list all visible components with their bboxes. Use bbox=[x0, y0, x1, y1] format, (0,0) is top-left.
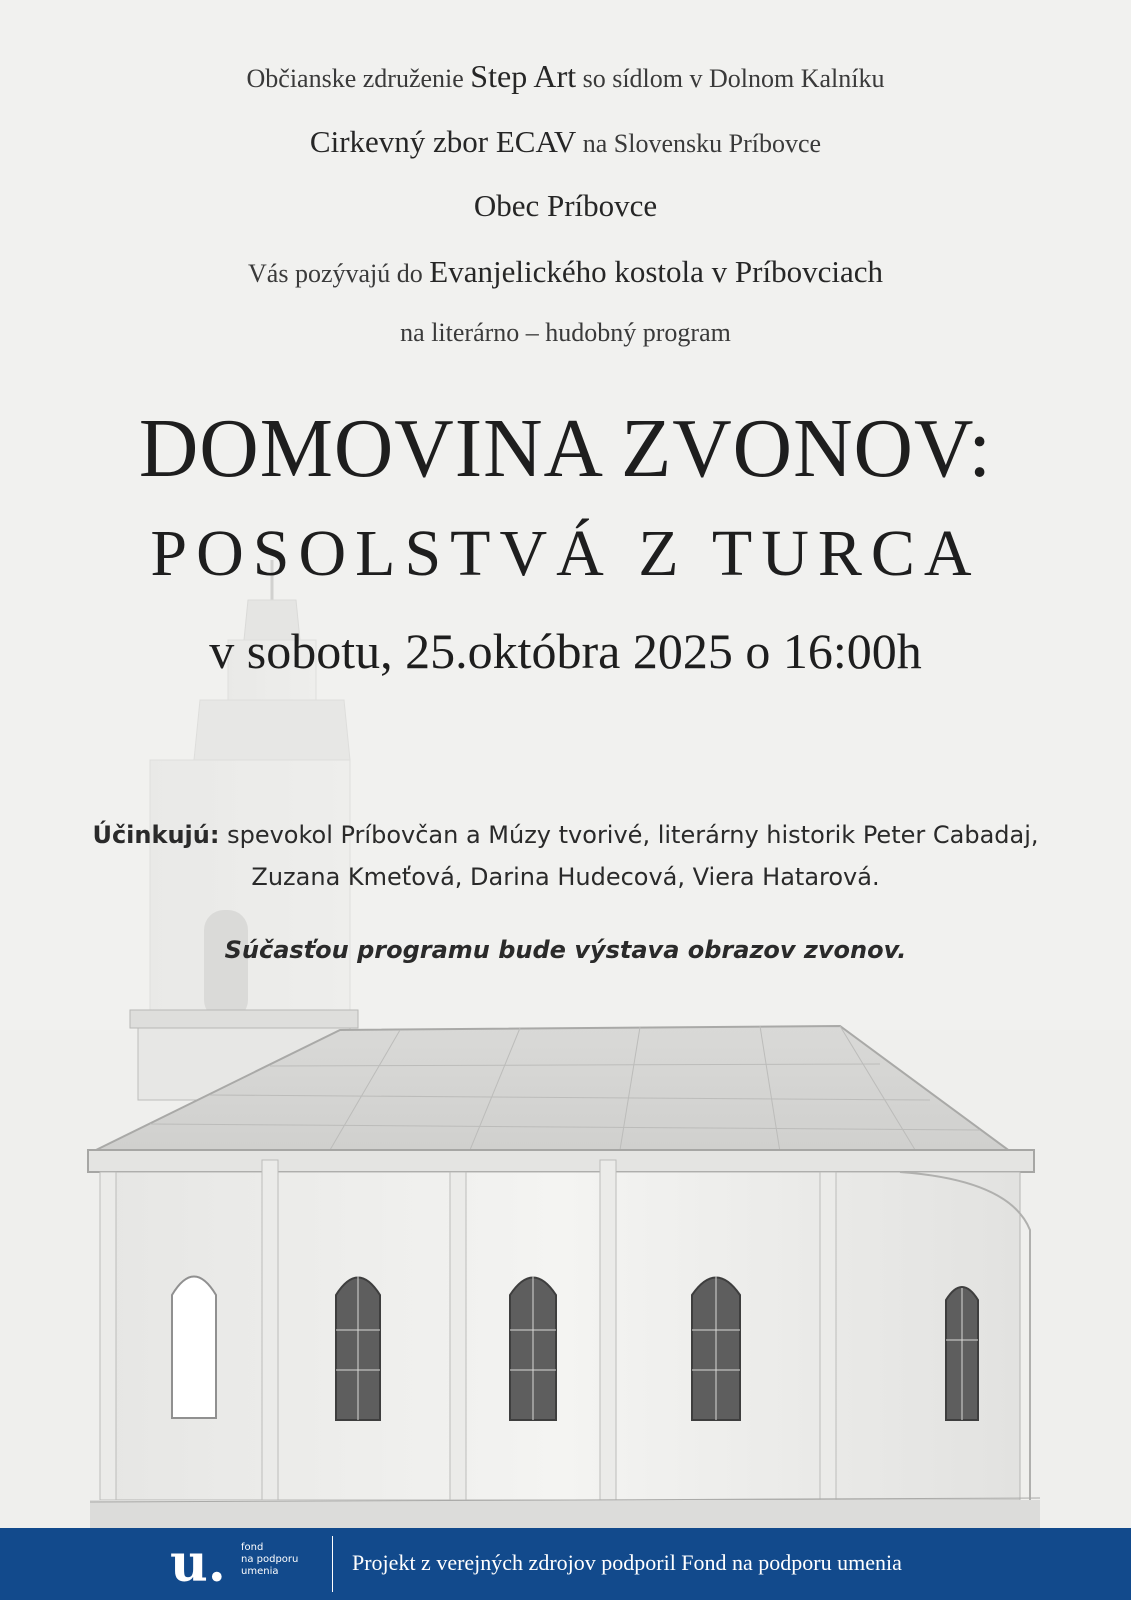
fund-logo-line: fond bbox=[241, 1542, 264, 1553]
organizer-1-suffix: so sídlom v Dolnom Kalníku bbox=[582, 64, 885, 93]
event-subtitle: POSOLSTVÁ Z TURCA bbox=[150, 517, 981, 590]
fund-logo-icon: u. bbox=[170, 1533, 226, 1594]
fund-logo-line: na podporu bbox=[241, 1554, 299, 1565]
performers bbox=[40, 814, 1091, 898]
organizer-line-2 bbox=[0, 124, 1131, 160]
footer-bar bbox=[0, 1528, 1131, 1600]
fund-logo-line: umenia bbox=[241, 1566, 279, 1577]
event-title: DOMOVINA ZVONOV: bbox=[138, 402, 993, 495]
footer-divider bbox=[332, 1536, 333, 1592]
organizer-1-prefix: Občianske združenie bbox=[246, 64, 464, 93]
event-date: v sobotu, 25.októbra 2025 o 16:00h bbox=[209, 623, 922, 679]
invitation-line bbox=[0, 254, 1131, 290]
organizer-2-suffix: na Slovensku Príbovce bbox=[582, 129, 822, 158]
organizer-1-name: Step Art bbox=[470, 58, 577, 94]
performers-label: Účinkujú: bbox=[92, 821, 220, 849]
performers-line-1: spevokol Príbovčan a Múzy tvorivé, literárny historik Peter Cabadaj, bbox=[227, 821, 1039, 849]
exhibition-note: Súčasťou programu bude výstava obrazov zvonov. bbox=[224, 936, 907, 964]
funding-statement: Projekt z verejných zdrojov podporil Fond na podporu umenia bbox=[352, 1550, 902, 1575]
organizer-line-3: Obec Príbovce bbox=[473, 188, 658, 223]
venue-name: Evanjelického kostola v Príbovciach bbox=[429, 254, 883, 289]
program-type: na literárno – hudobný program bbox=[400, 318, 731, 347]
performers-line-2: Zuzana Kmeťová, Darina Hudecová, Viera Hatarová. bbox=[251, 863, 880, 891]
invitation-prefix: Vás pozývajú do bbox=[248, 259, 423, 288]
organizer-line-1 bbox=[0, 58, 1131, 95]
organizer-2-name: Cirkevný zbor ECAV bbox=[309, 124, 577, 159]
fund-logo-text bbox=[241, 1542, 321, 1578]
